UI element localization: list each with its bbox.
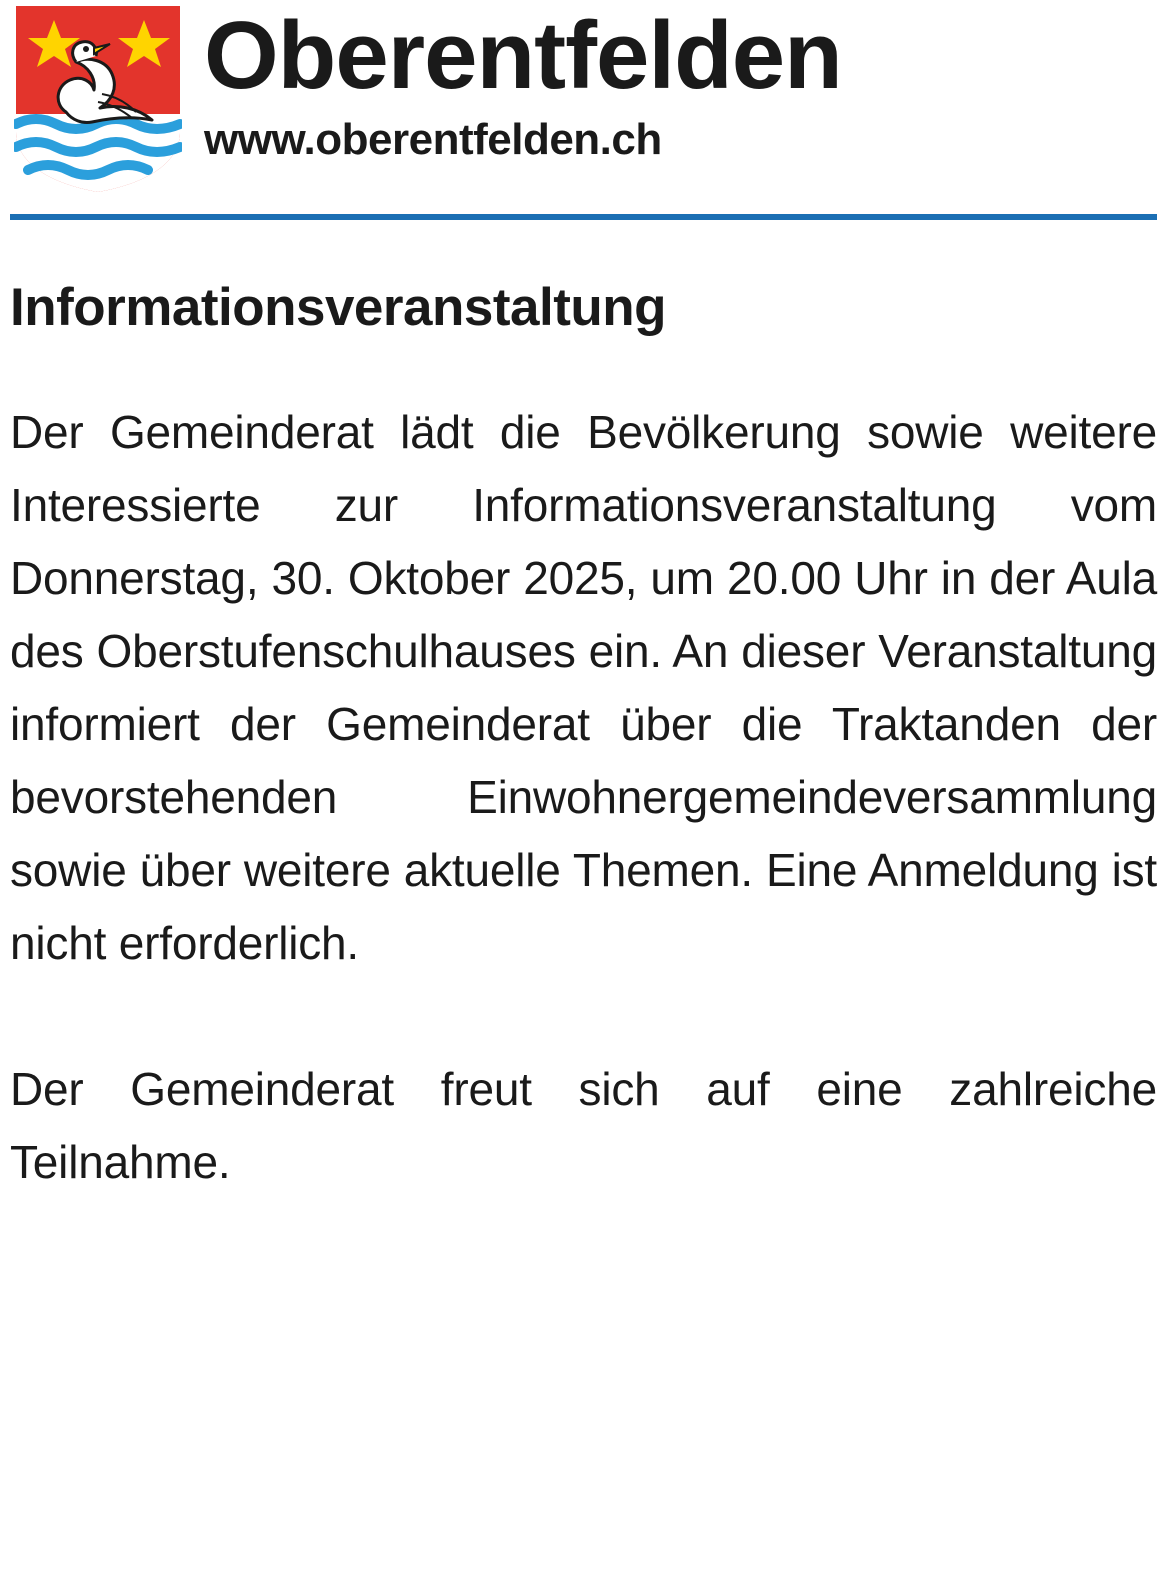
page-title: Informationsveranstaltung [10,278,666,337]
body-text [10,396,1157,1199]
coat-of-arms-swan-icon [14,4,182,194]
paragraph-2: Der Gemeinderat freut sich auf eine zahlreiche Teilnahme. [10,1063,1157,1188]
page-header [10,0,1157,200]
document-content [10,220,1157,1199]
town-name: Oberentfelden [204,2,842,109]
header-text-block [204,4,842,166]
website-url[interactable]: www.oberentfelden.ch [204,115,662,164]
paragraph-1: Der Gemeinderat lädt die Bevölkerung sowie weitere Interessierte zur Informationsveranstaltung vom Donnerstag, 30. Oktober 2025, um 20.00 Uhr in der Aula des Oberstufenschulhauses ein. An dieser Veranstaltung informiert der Gemeinderat über die Traktanden der bevorstehenden Einwohnergemeindeversammlung sowie über weitere aktuelle Themen. Eine Anmeldung ist nicht erforderlich. [10,406,1157,969]
